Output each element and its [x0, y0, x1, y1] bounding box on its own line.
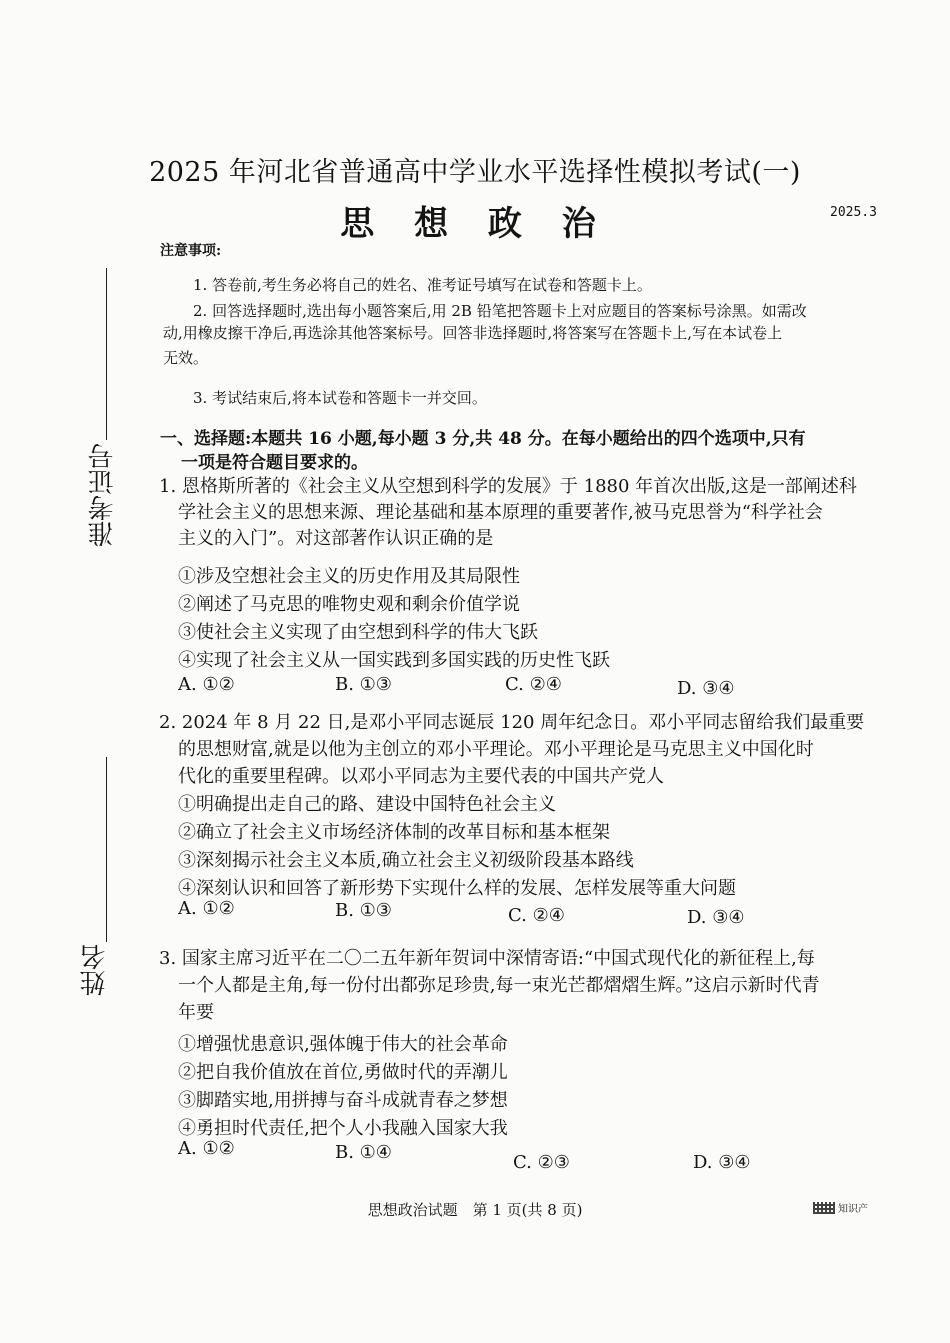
notice-item: 1. 答卷前,考生务必将自己的姓名、准考证号填写在试卷和答题卡上。 — [193, 276, 652, 294]
option-c: C. ②④ — [508, 905, 565, 926]
option-d: D. ③④ — [677, 678, 735, 699]
option-a: A. ①② — [178, 674, 235, 695]
statement-item: ①涉及空想社会主义的历史作用及其局限性 — [178, 566, 520, 587]
statement-item: ④深刻认识和回答了新形势下实现什么样的发展、怎样发展等重大问题 — [178, 878, 736, 899]
name-underline — [106, 757, 107, 942]
option-c: C. ②③ — [513, 1152, 570, 1173]
notice-item: 3. 考试结束后,将本试卷和答题卡一并交回。 — [193, 389, 487, 407]
question-stem: 年要 — [178, 1002, 214, 1023]
option-d: D. ③④ — [693, 1152, 751, 1173]
watermark-text: 知识产 — [838, 1204, 868, 1215]
option-a: A. ①② — [178, 898, 235, 919]
notice-item: 动,用橡皮擦干净后,再选涂其他答案标号。回答非选择题时,将答案写在答题卡上,写在本试卷上 — [163, 324, 783, 342]
option-b: B. ①③ — [335, 900, 392, 921]
question-stem: 代化的重要里程碑。以邓小平同志为主要代表的中国共产党人 — [178, 766, 664, 787]
statement-item: ②阐述了马克思的唯物史观和剩余价值学说 — [178, 594, 520, 615]
option-d: D. ③④ — [687, 907, 745, 928]
notice-item: 无效。 — [163, 349, 209, 367]
subject-title: 思 想 政 治 — [340, 204, 610, 244]
exam-number-underline — [106, 268, 107, 440]
question-stem: 一个人都是主角,每一份付出都弥足珍贵,每一束光芒都熠熠生辉。”这启示新时代青 — [178, 975, 820, 996]
question-stem: 主义的入门”。对这部著作认识正确的是 — [178, 528, 494, 549]
exam-date: 2025.3 — [830, 205, 877, 220]
question-stem: 学社会主义的思想来源、理论基础和基本原理的重要著作,被马克思誉为“科学社会 — [178, 502, 823, 523]
option-a: A. ①② — [178, 1138, 235, 1159]
notice-heading: 注意事项: — [160, 243, 222, 259]
option-b: B. ①③ — [335, 674, 392, 695]
option-b: B. ①④ — [335, 1142, 392, 1163]
question-stem: 2. 2024 年 8 月 22 日,是邓小平同志诞辰 120 周年纪念日。邓小平同志留给我们最重要 — [159, 712, 865, 733]
statement-item: ②确立了社会主义市场经济体制的改革目标和基本框架 — [178, 822, 610, 843]
exam-title: 2025 年河北省普通高中学业水平选择性模拟考试(一) — [149, 157, 801, 188]
statement-item: ①明确提出走自己的路、建设中国特色社会主义 — [178, 794, 556, 815]
option-c: C. ②④ — [505, 674, 562, 695]
statement-item: ②把自我价值放在首位,勇做时代的弄潮儿 — [178, 1062, 508, 1083]
statement-item: ①增强忧患意识,强体魄于伟大的社会革命 — [178, 1034, 508, 1055]
exam-number-label: 准考证号 — [88, 443, 118, 547]
section-heading: 一、选择题:本题共 16 小题,每小题 3 分,共 48 分。在每小题给出的四个选项中,只有 — [160, 429, 806, 449]
qr-code-icon — [813, 1202, 835, 1214]
statement-item: ③脚踏实地,用拼搏与奋斗成就青春之梦想 — [178, 1090, 508, 1111]
statement-item: ③使社会主义实现了由空想到科学的伟大飞跃 — [178, 622, 538, 643]
section-heading-cont: 一项是符合题目要求的。 — [181, 453, 368, 473]
question-stem: 1. 恩格斯所著的《社会主义从空想到科学的发展》于 1880 年首次出版,这是一部阐述科 — [159, 476, 857, 497]
notice-item: 2. 回答选择题时,选出每小题答案后,用 2B 铅笔把答题卡上对应题目的答案标号涂黑。如需改 — [193, 302, 807, 320]
statement-item: ③深刻揭示社会主义本质,确立社会主义初级阶段基本路线 — [178, 850, 634, 871]
statement-item: ④勇担时代责任,把个人小我融入国家大我 — [178, 1118, 508, 1139]
page-footer: 思想政治试题 第 1 页(共 8 页) — [367, 1201, 583, 1219]
statement-item: ④实现了社会主义从一国实践到多国实践的历史性飞跃 — [178, 650, 610, 671]
watermark — [813, 1200, 868, 1215]
name-label: 姓名 — [80, 944, 110, 996]
question-stem: 的思想财富,就是以他为主创立的邓小平理论。邓小平理论是马克思主义中国化时 — [178, 739, 814, 760]
question-stem: 3. 国家主席习近平在二〇二五年新年贺词中深情寄语:“中国式现代化的新征程上,每 — [159, 948, 815, 969]
